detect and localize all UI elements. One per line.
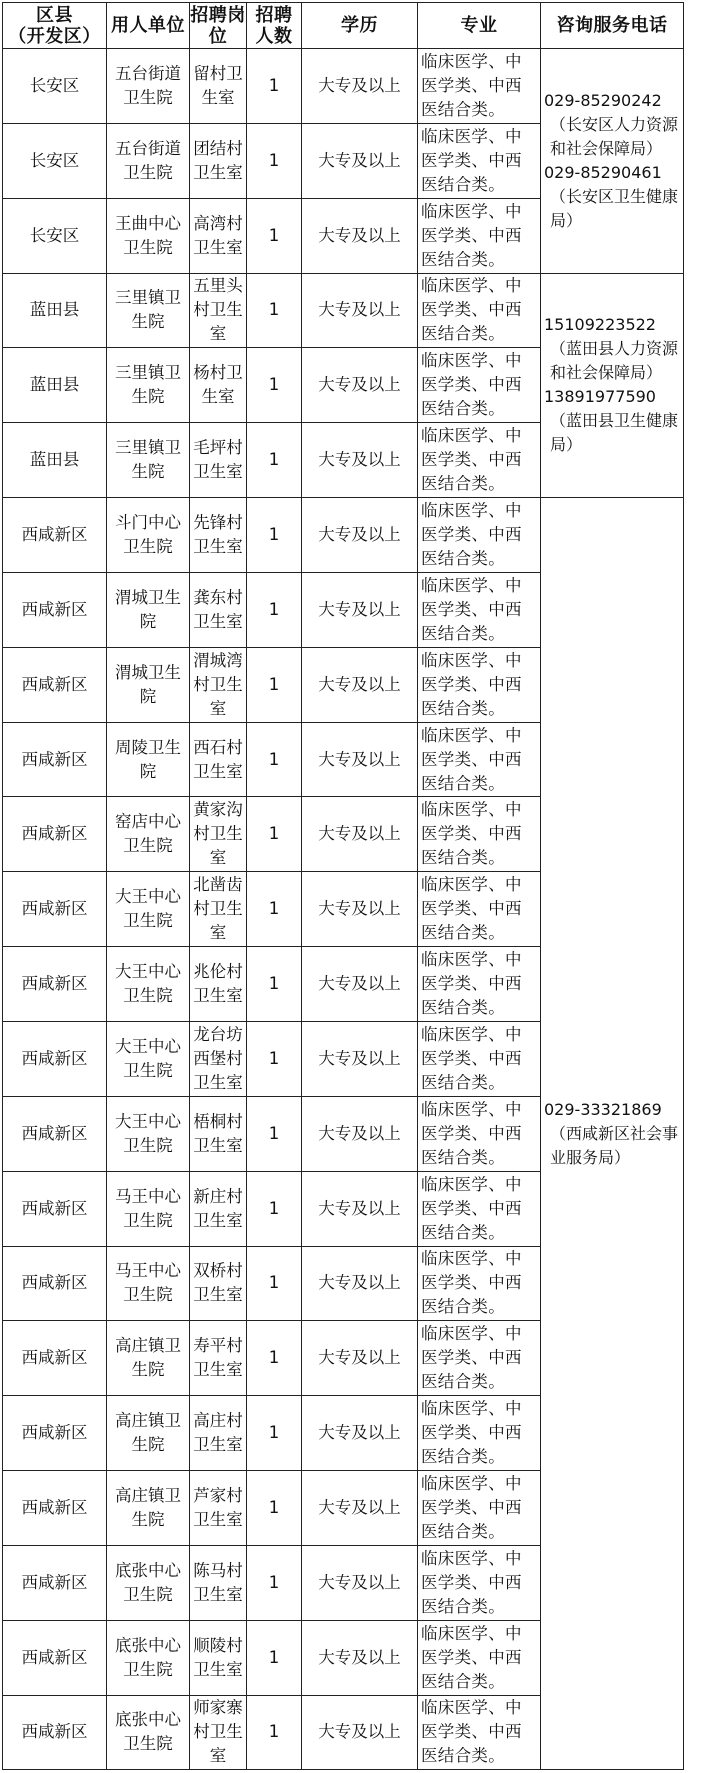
header-employer: 用人单位 bbox=[107, 3, 190, 49]
district-cell: 长安区 bbox=[3, 123, 107, 198]
position-cell: 北凿齿村卫生室 bbox=[190, 872, 247, 947]
position-cell: 毛坪村卫生室 bbox=[190, 423, 247, 498]
contact-phone: 13891977590 bbox=[544, 387, 656, 407]
contact-phone: 029-33321869 bbox=[544, 1099, 662, 1119]
contact-department: （蓝田县卫生健康局） bbox=[550, 411, 679, 455]
major-cell: 临床医学、中医学类、中西医结合类。 bbox=[418, 1695, 541, 1770]
position-cell: 师家寨村卫生室 bbox=[190, 1695, 247, 1770]
count-cell: 1 bbox=[247, 1021, 302, 1096]
count-cell: 1 bbox=[247, 1471, 302, 1546]
header-position: 招聘岗位 bbox=[190, 4, 246, 47]
count-cell: 1 bbox=[247, 1545, 302, 1620]
education-cell: 大专及以上 bbox=[302, 1545, 418, 1620]
employer-cell: 马王中心卫生院 bbox=[107, 1171, 190, 1246]
employer-cell: 高庄镇卫生院 bbox=[107, 1321, 190, 1396]
table-row bbox=[3, 49, 684, 124]
position-cell: 寿平村卫生室 bbox=[190, 1321, 247, 1396]
major-cell: 临床医学、中医学类、中西医结合类。 bbox=[418, 647, 541, 722]
employer-cell: 底张中心卫生院 bbox=[107, 1620, 190, 1695]
major-cell: 临床医学、中医学类、中西医结合类。 bbox=[418, 1471, 541, 1546]
contact-phone: 15109223522 bbox=[544, 315, 656, 335]
count-cell: 1 bbox=[247, 423, 302, 498]
count-cell: 1 bbox=[247, 348, 302, 423]
district-cell: 西咸新区 bbox=[3, 1246, 107, 1321]
employer-cell: 大王中心卫生院 bbox=[107, 947, 190, 1022]
employer-cell: 窑店中心卫生院 bbox=[107, 797, 190, 872]
education-cell: 大专及以上 bbox=[302, 123, 418, 198]
employer-cell: 高庄镇卫生院 bbox=[107, 1471, 190, 1546]
header-education: 学历 bbox=[302, 3, 418, 49]
major-cell: 临床医学、中医学类、中西医结合类。 bbox=[418, 872, 541, 947]
employer-cell: 底张中心卫生院 bbox=[107, 1545, 190, 1620]
employer-cell: 底张中心卫生院 bbox=[107, 1695, 190, 1770]
employer-cell: 三里镇卫生院 bbox=[107, 348, 190, 423]
district-cell: 西咸新区 bbox=[3, 1021, 107, 1096]
education-cell: 大专及以上 bbox=[302, 1171, 418, 1246]
employer-cell: 周陵卫生院 bbox=[107, 722, 190, 797]
count-cell: 1 bbox=[247, 1171, 302, 1246]
district-cell: 西咸新区 bbox=[3, 1096, 107, 1171]
contact-department: （长安区人力资源和社会保障局） bbox=[550, 114, 679, 158]
major-cell: 临床医学、中医学类、中西医结合类。 bbox=[418, 123, 541, 198]
education-cell: 大专及以上 bbox=[302, 572, 418, 647]
district-cell: 蓝田县 bbox=[3, 348, 107, 423]
district-cell: 西咸新区 bbox=[3, 797, 107, 872]
major-cell: 临床医学、中医学类、中西医结合类。 bbox=[418, 947, 541, 1022]
education-cell: 大专及以上 bbox=[302, 947, 418, 1022]
header-count: 招聘人数 bbox=[247, 3, 302, 49]
major-cell: 临床医学、中医学类、中西医结合类。 bbox=[418, 572, 541, 647]
count-cell: 1 bbox=[247, 198, 302, 273]
count-cell: 1 bbox=[247, 273, 302, 348]
count-cell: 1 bbox=[247, 1321, 302, 1396]
header-row bbox=[3, 3, 684, 49]
district-cell: 西咸新区 bbox=[3, 872, 107, 947]
education-cell: 大专及以上 bbox=[302, 423, 418, 498]
position-cell: 留村卫生室 bbox=[190, 49, 247, 124]
employer-cell: 五台街道卫生院 bbox=[107, 123, 190, 198]
education-cell: 大专及以上 bbox=[302, 647, 418, 722]
count-cell: 1 bbox=[247, 647, 302, 722]
position-cell: 黄家沟村卫生室 bbox=[190, 797, 247, 872]
education-cell: 大专及以上 bbox=[302, 1471, 418, 1546]
table-row bbox=[3, 498, 684, 573]
position-cell: 高湾村卫生室 bbox=[190, 198, 247, 273]
contact-cell bbox=[541, 498, 684, 1770]
education-cell: 大专及以上 bbox=[302, 348, 418, 423]
position-cell: 五里头村卫生室 bbox=[190, 273, 247, 348]
major-cell: 临床医学、中医学类、中西医结合类。 bbox=[418, 1620, 541, 1695]
contact-department: （蓝田县人力资源和社会保障局） bbox=[550, 339, 679, 383]
education-cell: 大专及以上 bbox=[302, 273, 418, 348]
position-cell: 龙台坊西堡村卫生室 bbox=[190, 1021, 247, 1096]
major-cell: 临床医学、中医学类、中西医结合类。 bbox=[418, 348, 541, 423]
table-body bbox=[3, 49, 684, 1770]
major-cell: 临床医学、中医学类、中西医结合类。 bbox=[418, 722, 541, 797]
district-cell: 长安区 bbox=[3, 49, 107, 124]
district-cell: 西咸新区 bbox=[3, 1471, 107, 1546]
education-cell: 大专及以上 bbox=[302, 1096, 418, 1171]
position-cell: 龚东村卫生室 bbox=[190, 572, 247, 647]
count-cell: 1 bbox=[247, 572, 302, 647]
count-cell: 1 bbox=[247, 1246, 302, 1321]
major-cell: 临床医学、中医学类、中西医结合类。 bbox=[418, 198, 541, 273]
position-cell: 先锋村卫生室 bbox=[190, 498, 247, 573]
major-cell: 临床医学、中医学类、中西医结合类。 bbox=[418, 1246, 541, 1321]
count-cell: 1 bbox=[247, 1620, 302, 1695]
district-cell: 西咸新区 bbox=[3, 1695, 107, 1770]
position-cell: 杨村卫生室 bbox=[190, 348, 247, 423]
major-cell: 临床医学、中医学类、中西医结合类。 bbox=[418, 1396, 541, 1471]
count-cell: 1 bbox=[247, 498, 302, 573]
employer-cell: 大王中心卫生院 bbox=[107, 1021, 190, 1096]
major-cell: 临床医学、中医学类、中西医结合类。 bbox=[418, 1021, 541, 1096]
contact-cell bbox=[541, 49, 684, 274]
position-cell: 顺陵村卫生室 bbox=[190, 1620, 247, 1695]
contact-cell bbox=[541, 273, 684, 498]
major-cell: 临床医学、中医学类、中西医结合类。 bbox=[418, 1321, 541, 1396]
count-cell: 1 bbox=[247, 123, 302, 198]
education-cell: 大专及以上 bbox=[302, 797, 418, 872]
contact-department: （长安区卫生健康局） bbox=[550, 186, 679, 230]
district-cell: 西咸新区 bbox=[3, 722, 107, 797]
count-cell: 1 bbox=[247, 1096, 302, 1171]
position-cell: 西石村卫生室 bbox=[190, 722, 247, 797]
employer-cell: 高庄镇卫生院 bbox=[107, 1396, 190, 1471]
education-cell: 大专及以上 bbox=[302, 49, 418, 124]
table-row bbox=[3, 273, 684, 348]
contact-phone: 029-85290461 bbox=[544, 162, 662, 182]
district-cell: 长安区 bbox=[3, 198, 107, 273]
position-cell: 兆伦村卫生室 bbox=[190, 947, 247, 1022]
employer-cell: 渭城卫生院 bbox=[107, 647, 190, 722]
major-cell: 临床医学、中医学类、中西医结合类。 bbox=[418, 49, 541, 124]
major-cell: 临床医学、中医学类、中西医结合类。 bbox=[418, 797, 541, 872]
major-cell: 临床医学、中医学类、中西医结合类。 bbox=[418, 1096, 541, 1171]
education-cell: 大专及以上 bbox=[302, 498, 418, 573]
district-cell: 西咸新区 bbox=[3, 1545, 107, 1620]
district-cell: 西咸新区 bbox=[3, 1620, 107, 1695]
major-cell: 临床医学、中医学类、中西医结合类。 bbox=[418, 498, 541, 573]
major-cell: 临床医学、中医学类、中西医结合类。 bbox=[418, 1171, 541, 1246]
count-cell: 1 bbox=[247, 872, 302, 947]
contact-department: （西咸新区社会事业服务局） bbox=[550, 1123, 679, 1167]
education-cell: 大专及以上 bbox=[302, 1321, 418, 1396]
employer-cell: 大王中心卫生院 bbox=[107, 1096, 190, 1171]
header-contact: 咨询服务电话 bbox=[541, 3, 684, 49]
position-cell: 高庄村卫生室 bbox=[190, 1396, 247, 1471]
district-cell: 西咸新区 bbox=[3, 947, 107, 1022]
education-cell: 大专及以上 bbox=[302, 198, 418, 273]
education-cell: 大专及以上 bbox=[302, 722, 418, 797]
count-cell: 1 bbox=[247, 1396, 302, 1471]
employer-cell: 斗门中心卫生院 bbox=[107, 498, 190, 573]
employer-cell: 大王中心卫生院 bbox=[107, 872, 190, 947]
position-cell: 芦家村卫生室 bbox=[190, 1471, 247, 1546]
major-cell: 临床医学、中医学类、中西医结合类。 bbox=[418, 273, 541, 348]
position-cell: 双桥村卫生室 bbox=[190, 1246, 247, 1321]
education-cell: 大专及以上 bbox=[302, 1695, 418, 1770]
district-cell: 西咸新区 bbox=[3, 498, 107, 573]
district-cell: 西咸新区 bbox=[3, 1396, 107, 1471]
header-major: 专业 bbox=[418, 3, 541, 49]
header-district bbox=[3, 3, 107, 49]
count-cell: 1 bbox=[247, 797, 302, 872]
employer-cell: 渭城卫生院 bbox=[107, 572, 190, 647]
major-cell: 临床医学、中医学类、中西医结合类。 bbox=[418, 423, 541, 498]
district-cell: 西咸新区 bbox=[3, 572, 107, 647]
education-cell: 大专及以上 bbox=[302, 1246, 418, 1321]
contact-phone: 029-85290242 bbox=[544, 90, 662, 110]
count-cell: 1 bbox=[247, 947, 302, 1022]
employer-cell: 三里镇卫生院 bbox=[107, 423, 190, 498]
header-district-line2: （开发区） bbox=[8, 25, 101, 47]
district-cell: 西咸新区 bbox=[3, 1321, 107, 1396]
district-cell: 蓝田县 bbox=[3, 423, 107, 498]
position-cell: 渭城湾村卫生室 bbox=[190, 647, 247, 722]
position-cell: 新庄村卫生室 bbox=[190, 1171, 247, 1246]
position-cell: 梧桐村卫生室 bbox=[190, 1096, 247, 1171]
employer-cell: 五台街道卫生院 bbox=[107, 49, 190, 124]
count-cell: 1 bbox=[247, 722, 302, 797]
header-district-line1: 区县 bbox=[36, 4, 73, 26]
district-cell: 西咸新区 bbox=[3, 647, 107, 722]
position-cell: 陈马村卫生室 bbox=[190, 1545, 247, 1620]
education-cell: 大专及以上 bbox=[302, 1396, 418, 1471]
position-cell: 团结村卫生室 bbox=[190, 123, 247, 198]
education-cell: 大专及以上 bbox=[302, 1620, 418, 1695]
employer-cell: 三里镇卫生院 bbox=[107, 273, 190, 348]
count-cell: 1 bbox=[247, 49, 302, 124]
employer-cell: 马王中心卫生院 bbox=[107, 1246, 190, 1321]
count-cell: 1 bbox=[247, 1695, 302, 1770]
education-cell: 大专及以上 bbox=[302, 872, 418, 947]
district-cell: 蓝田县 bbox=[3, 273, 107, 348]
major-cell: 临床医学、中医学类、中西医结合类。 bbox=[418, 1545, 541, 1620]
recruitment-table bbox=[2, 2, 684, 1770]
district-cell: 西咸新区 bbox=[3, 1171, 107, 1246]
education-cell: 大专及以上 bbox=[302, 1021, 418, 1096]
employer-cell: 王曲中心卫生院 bbox=[107, 198, 190, 273]
recruitment-table-sheet bbox=[2, 2, 684, 1770]
